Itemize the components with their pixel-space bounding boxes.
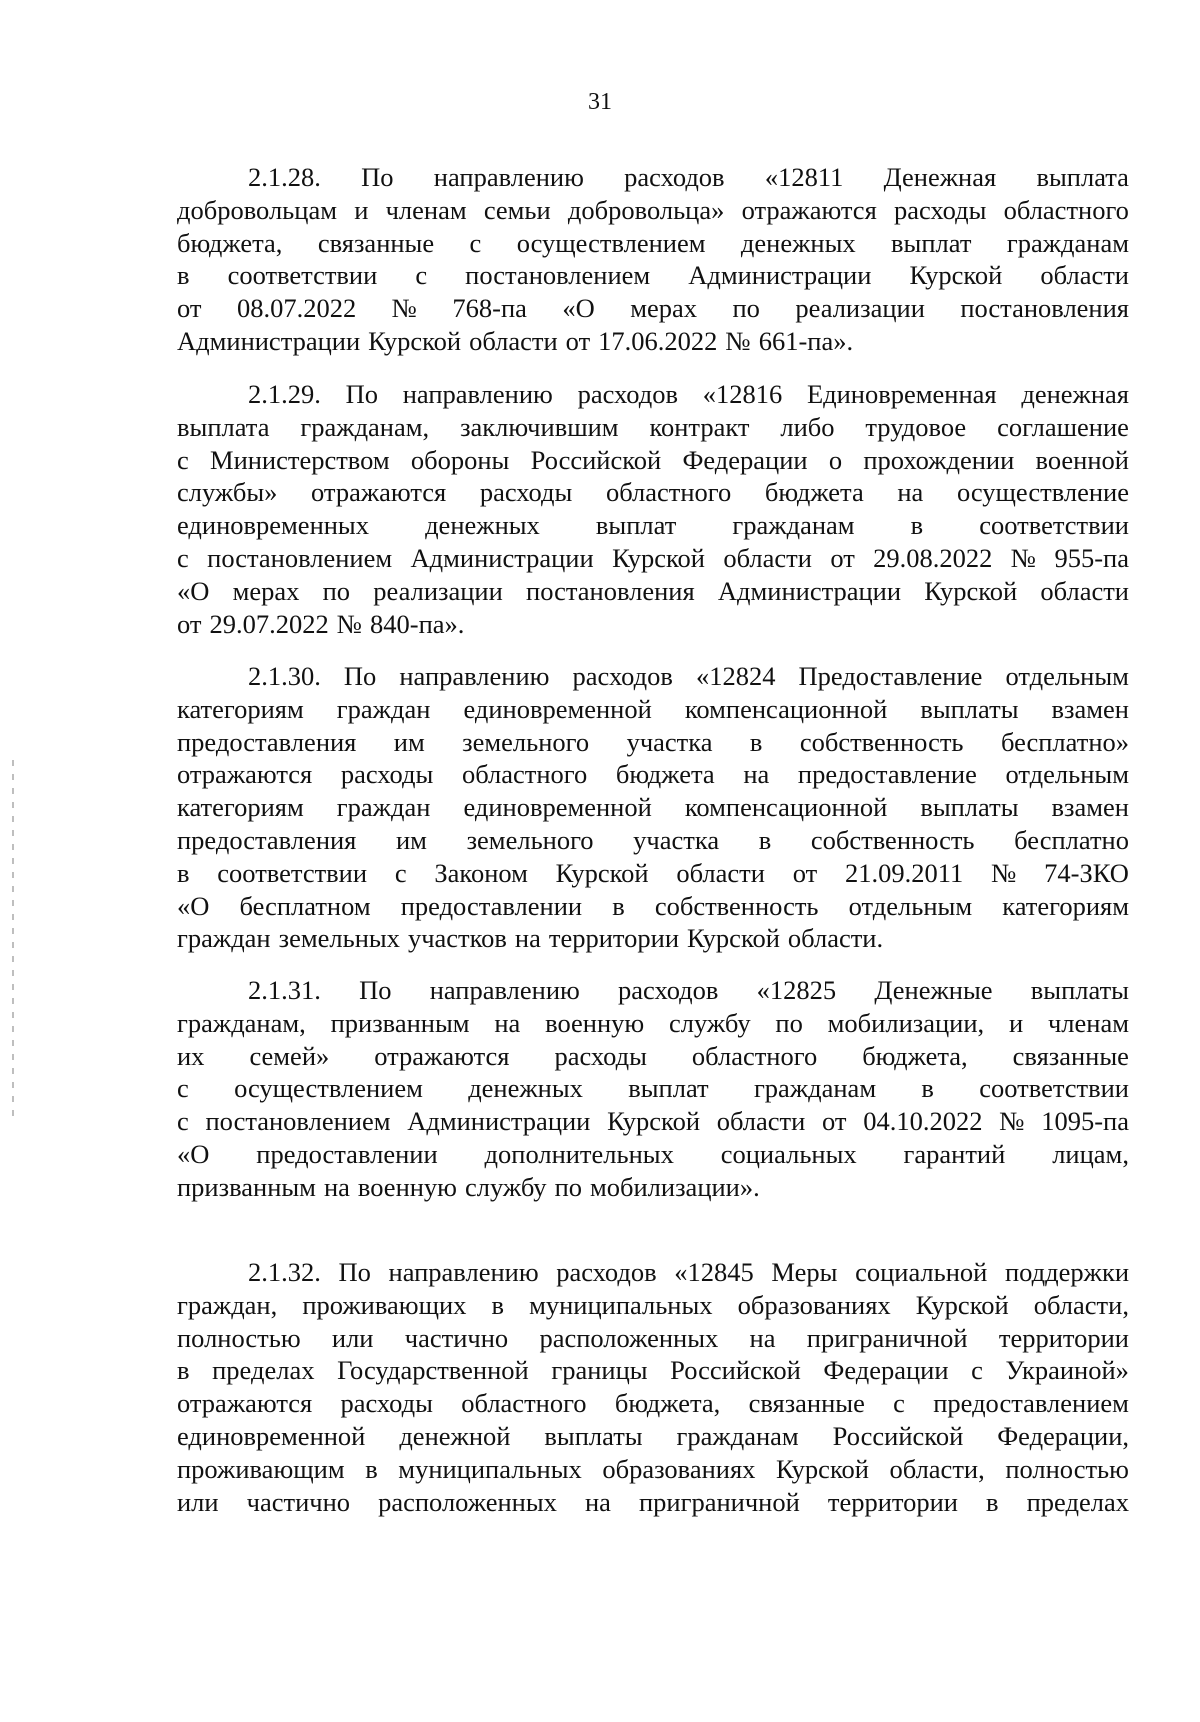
paragraph-2-1-29 — [177, 378, 1129, 640]
text-line: предоставления им земельного участка в собственность бесплатно» — [177, 726, 1129, 757]
text-line: 2.1.30. По направлению расходов «12824 Предоставление отдельным — [248, 661, 1129, 691]
text-line: 2.1.32. По направлению расходов «12845 Меры социальной поддержки — [248, 1257, 1129, 1287]
text-line: отражаются расходы областного бюджета, связанные с предоставлением — [177, 1388, 1129, 1419]
page-number: 31 — [588, 89, 612, 115]
text-line: «О бесплатном предоставлении в собственность отдельным категориям — [177, 890, 1129, 921]
text-line: с постановлением Администрации Курской области от 04.10.2022 № 1095-па — [177, 1106, 1129, 1137]
text-line: предоставления им земельного участка в собственность бесплатно — [177, 824, 1129, 855]
text-line: «О предоставлении дополнительных социальных гарантий лицам, — [177, 1138, 1129, 1169]
paragraph-2-1-28 — [177, 161, 1129, 358]
text-line: их семей» отражаются расходы областного бюджета, связанные — [177, 1040, 1129, 1071]
text-line: «О мерах по реализации постановления Администрации Курской области — [177, 575, 1129, 606]
text-line: отражаются расходы областного бюджета на предоставление отдельным — [177, 759, 1129, 790]
text-line: бюджета, связанные с осуществлением денежных выплат гражданам — [177, 227, 1129, 258]
text-line: выплата гражданам, заключившим контракт либо трудовое соглашение — [177, 411, 1129, 442]
text-line: проживающим в муниципальных образованиях Курской области, полностью — [177, 1453, 1129, 1484]
scan-margin-mark — [12, 760, 14, 1120]
text-line: Администрации Курской области от 17.06.2022 № 661-па». — [177, 325, 854, 356]
text-line: граждан, проживающих в муниципальных образованиях Курской области, — [177, 1289, 1129, 1320]
text-line: категориям граждан единовременной компенсационной выплаты взамен — [177, 792, 1129, 823]
text-line: службы» отражаются расходы областного бюджета на осуществление — [177, 477, 1129, 508]
text-line: в пределах Государственной границы Российской Федерации с Украиной» — [177, 1355, 1129, 1386]
text-line: добровольцам и членам семьи добровольца» отражаются расходы областного — [177, 194, 1129, 225]
text-line: единовременной денежной выплаты гражданам Российской Федерации, — [177, 1420, 1129, 1451]
text-line: единовременных денежных выплат гражданам в соответствии — [177, 510, 1129, 541]
text-line: гражданам, призванным на военную службу по мобилизации, и членам — [177, 1007, 1129, 1038]
text-line: категориям граждан единовременной компенсационной выплаты взамен — [177, 693, 1129, 724]
text-line: полностью или частично расположенных на приграничной территории — [177, 1322, 1129, 1353]
text-line: в соответствии с Законом Курской области от 21.09.2011 № 74-ЗКО — [177, 857, 1129, 888]
text-line: 2.1.29. По направлению расходов «12816 Единовременная денежная — [248, 379, 1129, 409]
text-line: в соответствии с постановлением Администрации Курской области — [177, 260, 1129, 291]
text-line: от 29.07.2022 № 840-па». — [177, 608, 465, 639]
paragraph-2-1-31 — [177, 974, 1129, 1204]
text-line: с постановлением Администрации Курской области от 29.08.2022 № 955-па — [177, 542, 1129, 573]
text-line: 2.1.28. По направлению расходов «12811 Денежная выплата — [248, 162, 1129, 192]
paragraph-2-1-32 — [177, 1256, 1129, 1518]
text-line: 2.1.31. По направлению расходов «12825 Денежные выплаты — [248, 975, 1129, 1005]
text-line: граждан земельных участков на территории Курской области. — [177, 923, 884, 954]
text-line: призванным на военную службу по мобилизации». — [177, 1171, 760, 1202]
text-line: от 08.07.2022 № 768-па «О мерах по реализации постановления — [177, 293, 1129, 324]
text-line: или частично расположенных на приграничной территории в пределах — [177, 1486, 1129, 1517]
text-line: с осуществлением денежных выплат гражданам в соответствии — [177, 1073, 1129, 1104]
text-line: с Министерством обороны Российской Федерации о прохождении военной — [177, 444, 1129, 475]
paragraph-2-1-30 — [177, 660, 1129, 955]
